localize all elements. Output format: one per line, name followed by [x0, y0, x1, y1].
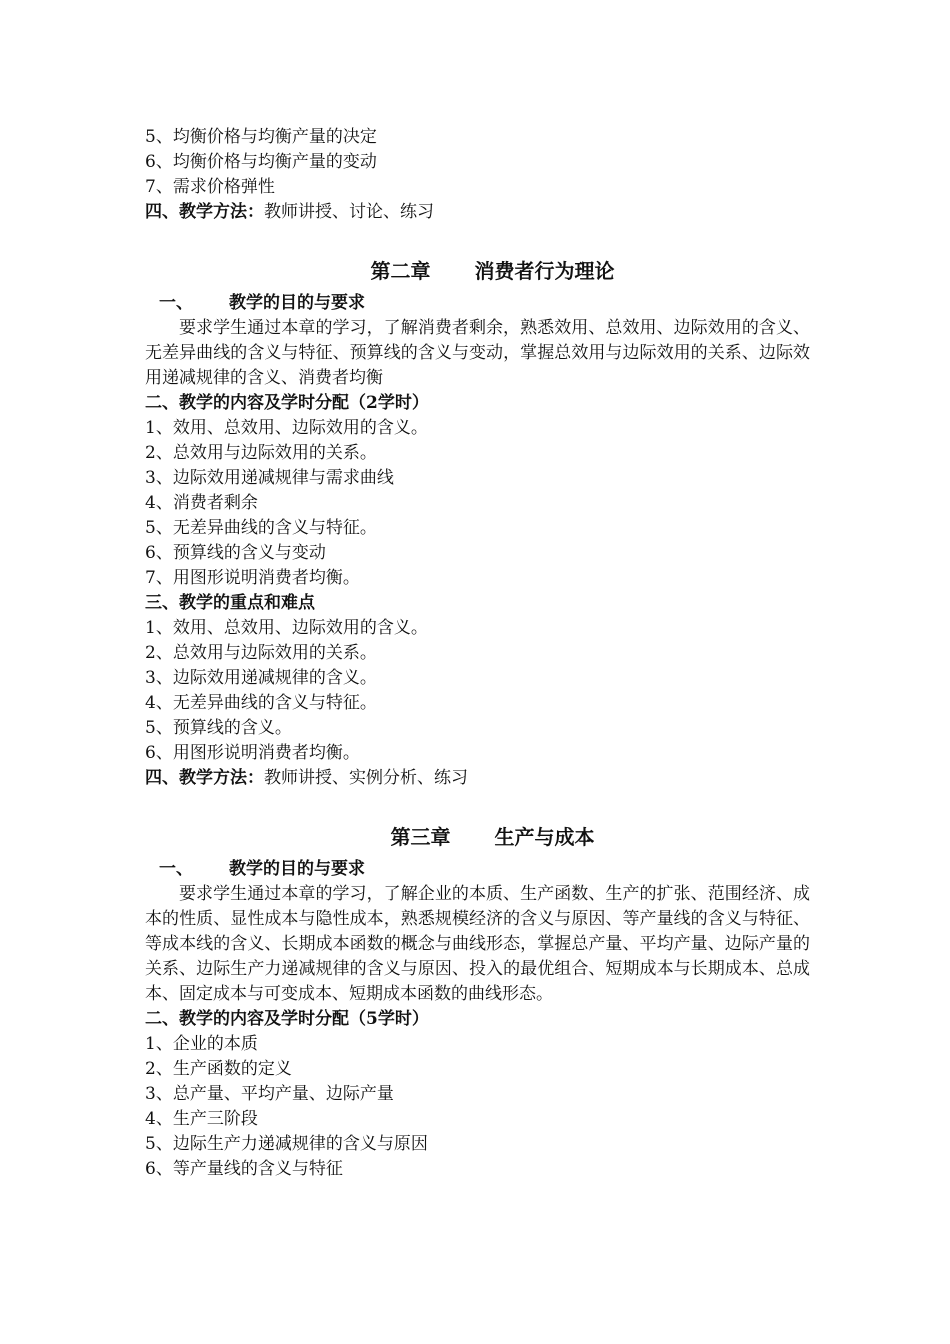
list-item: 2、总效用与边际效用的关系。	[145, 443, 377, 463]
teaching-methods-label: 四、教学方法：	[145, 768, 264, 788]
list-item: 4、无差异曲线的含义与特征。	[145, 693, 377, 713]
list-item: 6、均衡价格与均衡产量的变动	[145, 152, 377, 172]
list-item: 3、总产量、平均产量、边际产量	[145, 1084, 394, 1104]
section-title: 教学的目的与要求	[229, 293, 365, 313]
section-heading: 二、教学的内容及学时分配（2学时）	[145, 393, 429, 413]
chapter-number: 第三章	[390, 825, 451, 849]
section-paragraph	[145, 882, 810, 1007]
chapter-heading	[175, 251, 810, 291]
teaching-methods-text: 教师讲授、讨论、练习	[264, 202, 434, 222]
chapter-heading	[175, 817, 810, 857]
list-item: 6、预算线的含义与变动	[145, 543, 326, 563]
section-title: 教学的目的与要求	[229, 859, 365, 879]
list-item: 1、企业的本质	[145, 1034, 258, 1054]
chapter-number: 第二章	[370, 259, 431, 283]
teaching-methods-label: 四、教学方法：	[145, 202, 264, 222]
list-item: 2、总效用与边际效用的关系。	[145, 643, 377, 663]
chapter-title: 生产与成本	[494, 825, 595, 849]
section-heading: 二、教学的内容及学时分配（5学时）	[145, 1009, 429, 1029]
list-item: 5、无差异曲线的含义与特征。	[145, 518, 377, 538]
list-item: 7、用图形说明消费者均衡。	[145, 568, 360, 588]
list-item: 1、效用、总效用、边际效用的含义。	[145, 618, 428, 638]
teaching-methods	[145, 766, 810, 791]
list-item: 3、边际效用递减规律的含义。	[145, 668, 377, 688]
list-item: 6、等产量线的含义与特征	[145, 1159, 343, 1179]
paragraph-text: 要求学生通过本章的学习，了解企业的本质、生产函数、生产的扩张、范围经济、成本的性质、显性成本与隐性成本，熟悉规模经济的含义与原因、等产量线的含义与特征、等成本线的含义、长期成本函数的概念与曲线形态，掌握总产量、平均产量、边际产量的关系、边际生产力递减规律的含义与原因、投入的最优组合、短期成本与长期成本、总成本、固定成本与可变成本、短期成本函数的曲线形态。	[145, 884, 810, 1004]
list-item: 5、均衡价格与均衡产量的决定	[145, 127, 377, 147]
list-item: 7、需求价格弹性	[145, 177, 275, 197]
section-number: 一、	[159, 859, 193, 879]
list-item: 1、效用、总效用、边际效用的含义。	[145, 418, 428, 438]
section-heading	[145, 291, 810, 316]
teaching-methods-text: 教师讲授、实例分析、练习	[264, 768, 468, 788]
list-item: 5、预算线的含义。	[145, 718, 292, 738]
list-item: 6、用图形说明消费者均衡。	[145, 743, 360, 763]
list-item: 2、生产函数的定义	[145, 1059, 292, 1079]
section-number: 一、	[159, 293, 193, 313]
section-heading	[145, 857, 810, 882]
list-item: 4、消费者剩余	[145, 493, 258, 513]
list-item: 3、边际效用递减规律与需求曲线	[145, 468, 394, 488]
section-paragraph	[145, 316, 810, 391]
teaching-methods	[145, 200, 810, 225]
chapter-title: 消费者行为理论	[474, 259, 615, 283]
section-heading: 三、教学的重点和难点	[145, 593, 315, 613]
document-body	[145, 125, 810, 1182]
list-item: 4、生产三阶段	[145, 1109, 258, 1129]
paragraph-text: 要求学生通过本章的学习，了解消费者剩余，熟悉效用、总效用、边际效用的含义、无差异曲线的含义与特征、预算线的含义与变动，掌握总效用与边际效用的关系、边际效用递减规律的含义、消费者均衡	[145, 318, 810, 388]
list-item: 5、边际生产力递减规律的含义与原因	[145, 1134, 428, 1154]
